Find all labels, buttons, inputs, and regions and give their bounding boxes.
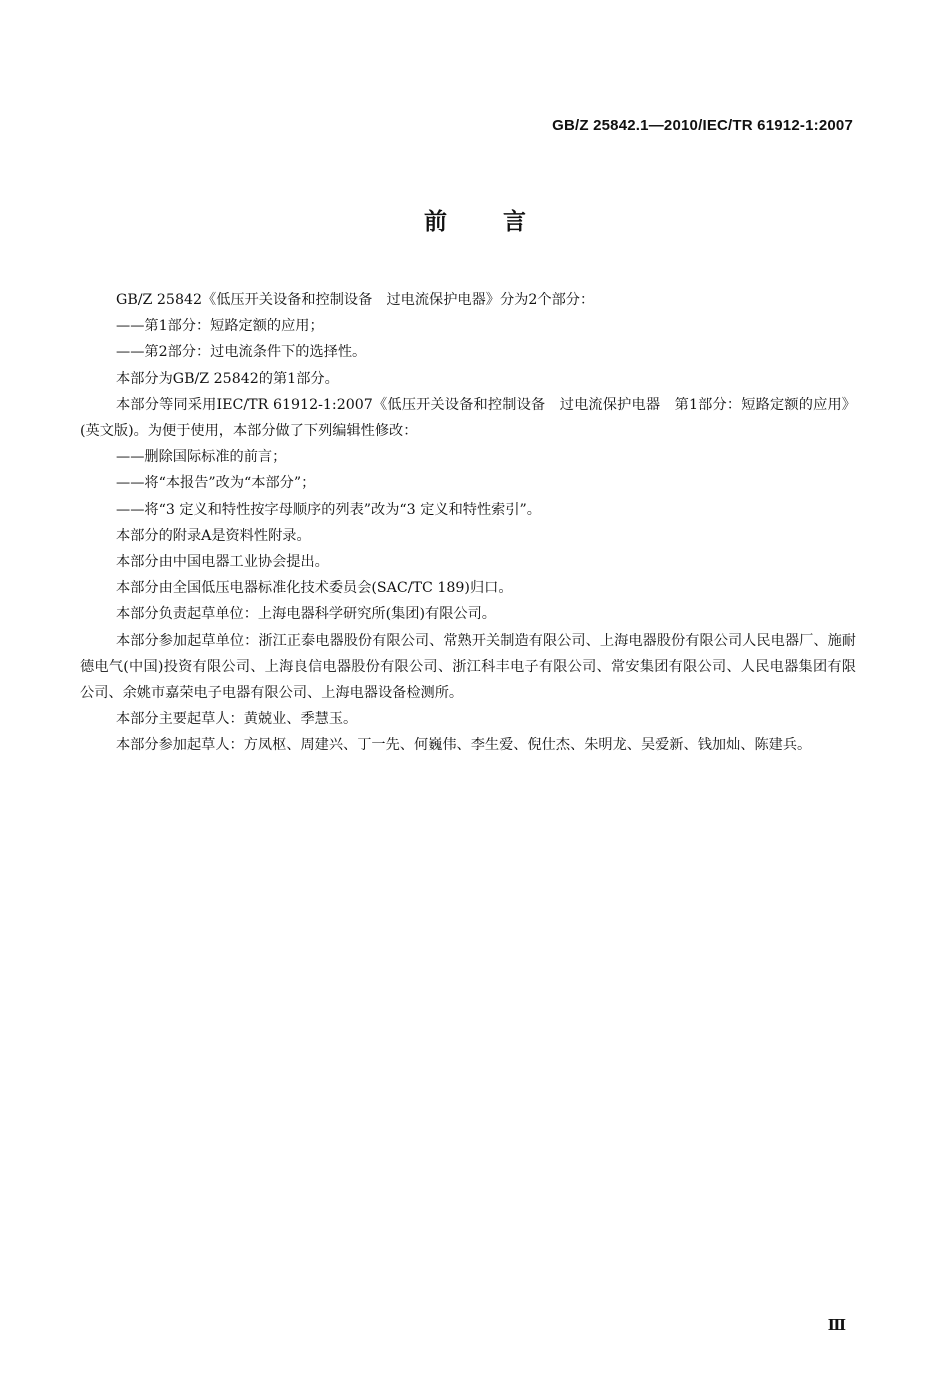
paragraph-participating-orgs: 本部分参加起草单位：浙江正泰电器股份有限公司、常熟开关制造有限公司、上海电器股份有限公司人民电器厂、施耐德电气(中国)投资有限公司、上海良信电器股份有限公司、浙江科丰电子有限公司、常安集团有限公司、人民电器集团有限公司、余姚市嘉荣电子电器有限公司、上海电器设备检测所。 — [80, 632, 856, 702]
paragraph-proposed-by: 本部分由中国电器工业协会提出。 — [116, 554, 329, 571]
paragraph-edit-1: ——删除国际标准的前言； — [116, 449, 287, 466]
paragraph-annex: 本部分的附录A是资料性附录。 — [116, 527, 311, 544]
paragraph-participating-drafters: 本部分参加起草人：方凤枢、周建兴、丁一先、何巍伟、李生爱、倪仕杰、朱明龙、吴爱新、钱加灿、陈建兵。 — [116, 737, 812, 754]
paragraph-edit-3: ——将“3 定义和特性按字母顺序的列表”改为“3 定义和特性索引”。 — [116, 501, 541, 518]
paragraph-drafting-org: 本部分负责起草单位：上海电器科学研究所(集团)有限公司。 — [116, 606, 496, 623]
paragraph-main-drafters: 本部分主要起草人：黄兢业、季慧玉。 — [116, 711, 358, 728]
paragraph-edit-2: ——将“本报告”改为“本部分”； — [116, 475, 316, 492]
paragraph-adoption: 本部分等同采用IEC/TR 61912-1:2007《低压开关设备和控制设备 过电流保护电器 第1部分：短路定额的应用》(英文版)。为便于使用，本部分做了下列编辑性修改： — [80, 396, 856, 440]
paragraph-parts-intro: GB/Z 25842《低压开关设备和控制设备 过电流保护电器》分为2个部分： — [116, 292, 595, 308]
paragraph-part1-item: ——第1部分：短路定额的应用； — [116, 318, 324, 335]
foreword-body — [80, 287, 856, 759]
paragraph-part2-item: ——第2部分：过电流条件下的选择性。 — [116, 344, 367, 361]
paragraph-administered-by: 本部分由全国低压电器标准化技术委员会(SAC/TC 189)归口。 — [116, 580, 513, 597]
document-code-header: GB/Z 25842.1—2010/IEC/TR 61912-1:2007 — [552, 117, 853, 134]
paragraph-this-part: 本部分为GB/Z 25842的第1部分。 — [116, 370, 339, 387]
page-number: Ⅲ — [827, 1316, 846, 1334]
page-title: 前言 — [424, 209, 582, 235]
